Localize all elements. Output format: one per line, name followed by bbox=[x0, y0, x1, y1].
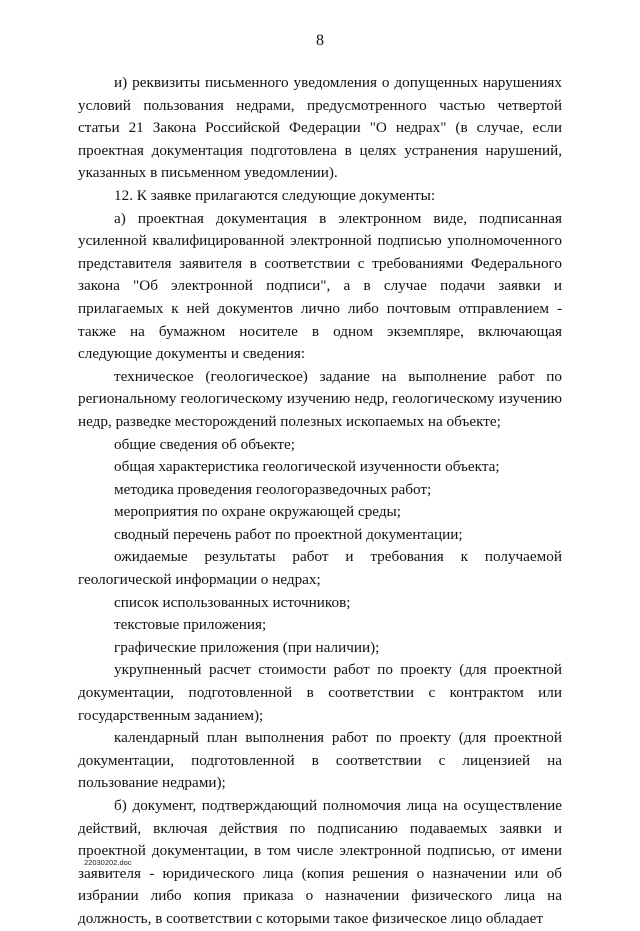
list-item: укрупненный расчет стоимости работ по проекту (для проектной документации, подготовленной в соответствии с контрактом или государственным заданием); bbox=[78, 661, 562, 724]
list-item: общие сведения об объекте; bbox=[114, 435, 295, 453]
paragraph-item-a: а) проектная документация в электронном виде, подписанная усиленной квалифицированной электронной подписью уполномоченного представителя заявителя в соответствии с требованиями Федерального закона "Об электронной подписи", а в случае подачи заявки и прилагаемых к ней документов лично либо почтовым отправлением - также на бумажном носителе в одном экземпляре, включающая следующие документы и сведения: bbox=[78, 209, 562, 363]
list-item: ожидаемые результаты работ и требования к получаемой геологической информации о недрах; bbox=[78, 548, 562, 589]
list-item: техническое (геологическое) задание на выполнение работ по региональному геологическому изучению недр, геологическому изучению недр, разведке месторождений полезных ископаемых на объекте; bbox=[78, 367, 562, 430]
document-body bbox=[78, 72, 562, 931]
list-item: календарный план выполнения работ по проекту (для проектной документации, подготовленной в соответствии с лицензией на пользование недрами); bbox=[78, 729, 562, 792]
paragraph-section-12: 12. К заявке прилагаются следующие документы: bbox=[114, 186, 436, 204]
list-item: текстовые приложения; bbox=[114, 616, 267, 634]
paragraph-item-b: б) документ, подтверждающий полномочия лица на осуществление действий, включая действия по подписанию подаваемых заявки и проектной документации, в том числе электронной подписью, от имени заявителя - юридического лица (копия решения о назначении или об избрании либо копия приказа о назначении физического лица на должность, в соответствии с которыми такое физическое лицо обладает bbox=[78, 797, 562, 927]
page-number: 8 bbox=[316, 32, 324, 49]
paragraph-item-i: и) реквизиты письменного уведомления о допущенных нарушениях условий пользования недрами, предусмотренного частью четвертой статьи 21 Закона Российской Федерации "О недрах" (в случае, если проектная документация подготовлена в целях устранения нарушений, указанных в письменном уведомлении). bbox=[78, 74, 562, 182]
list-item: графические приложения (при наличии); bbox=[114, 638, 380, 656]
list-item: мероприятия по охране окружающей среды; bbox=[114, 503, 401, 521]
list-item: сводный перечень работ по проектной документации; bbox=[114, 525, 463, 543]
list-item: список использованных источников; bbox=[114, 593, 351, 611]
list-item: методика проведения геологоразведочных работ; bbox=[114, 480, 432, 498]
footer-filename: 22030202.doc bbox=[84, 858, 132, 867]
list-item: общая характеристика геологической изученности объекта; bbox=[114, 458, 500, 476]
